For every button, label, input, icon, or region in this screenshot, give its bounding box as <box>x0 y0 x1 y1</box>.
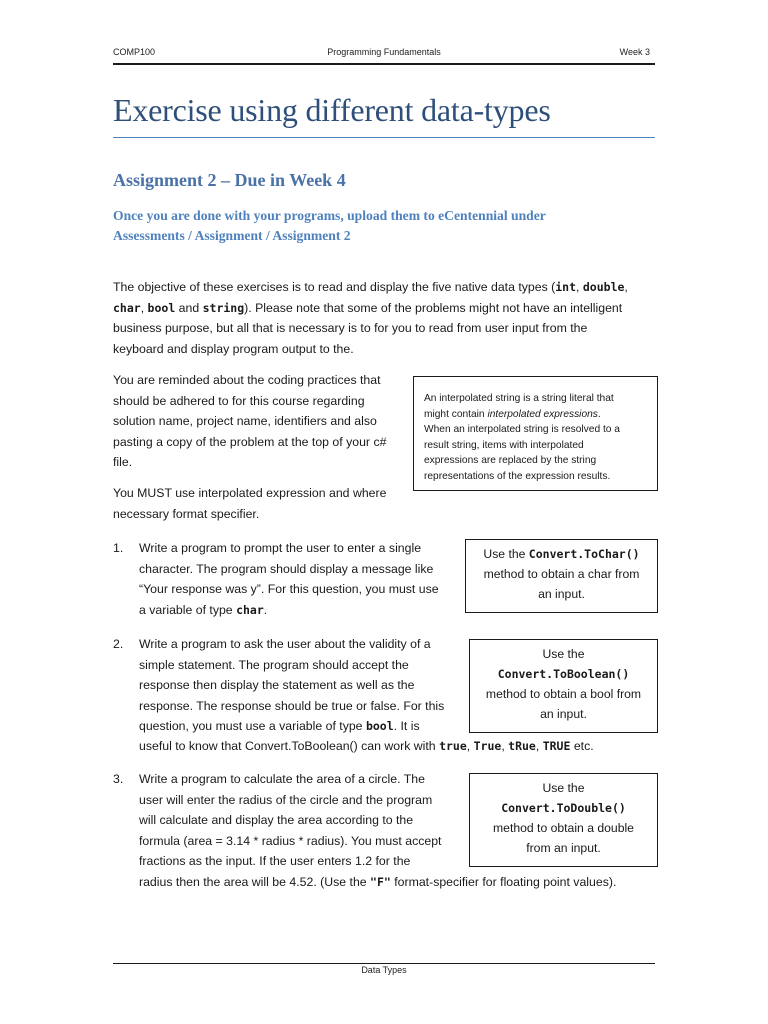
item-3-number: 3. <box>113 772 124 786</box>
intro-paragraph: The objective of these exercises is to read and display the five native data types (int, double, char, bool and string). Please note that some of the problems might not have an intelligent business purpose, but all that is necessary is to for you to read from user input from the keyboard and display program output to the. <box>113 280 628 356</box>
footer-label: Data Types <box>361 965 407 975</box>
item-2-hint-box: Use the Convert.ToBoolean() method to obtain a bool from an input. <box>469 639 658 733</box>
header-week: Week 3 <box>619 47 650 57</box>
item-2-number: 2. <box>113 637 124 651</box>
header-course-name: Programming Fundamentals <box>327 47 441 57</box>
footer-rule <box>113 963 655 964</box>
item-1-number: 1. <box>113 541 124 555</box>
item-2-text: Write a program to ask the user about the validity of a simple statement. The program should accept the response then display the statement as well as the response. The response should be true or false. For this question, you must use a variable of type bool. It is <box>139 637 445 733</box>
header-rule <box>113 63 655 65</box>
item-3-hint-box: Use the Convert.ToDouble() method to obtain a double from an input. <box>469 773 658 867</box>
page-title: Exercise using different data-types <box>113 92 551 128</box>
item-3-text: Write a program to calculate the area of a circle. The user will enter the radius of the circle and the program will calculate and display the area according to the formula (area = 3.14 * radius * radius). You must accept fractions as the input. If the user enters 1.2 for the radius then the area will be 4.52. (Use the "F" format-specifier for floating point values). <box>139 772 617 889</box>
title-rule <box>113 137 655 138</box>
item-2-text-last-line: useful to know that Convert.ToBoolean() can work with true, True, tRue, TRUE etc. <box>139 739 594 753</box>
item-1-hint-box: Use the Convert.ToChar() method to obtain a char from an input. <box>465 539 658 613</box>
interpolated-string-note: An interpolated string is a string literal that might contain interpolated expressions. When an interpolated string is resolved to a result string, items with interpolated expressions are replaced by the string representations of the expression results. <box>413 376 658 491</box>
must-paragraph: You MUST use interpolated expression and where necessary format specifier. <box>113 486 387 521</box>
reminder-paragraph: You are reminded about the coding practices that should be adhered to for this course regarding solution name, project name, identifiers and also pasting a copy of the problem at the top of your c# file. <box>113 373 387 469</box>
upload-note: Once you are done with your programs, upload them to eCentennial under Assessments / Assignment / Assignment 2 <box>113 208 546 243</box>
item-1-text: Write a program to prompt the user to enter a single character. The program should display a message like “Your response was y”. For this question, you must use a variable of type char. <box>139 541 439 617</box>
assignment-heading: Assignment 2 – Due in Week 4 <box>113 170 346 190</box>
header-course-code: COMP100 <box>113 47 156 57</box>
